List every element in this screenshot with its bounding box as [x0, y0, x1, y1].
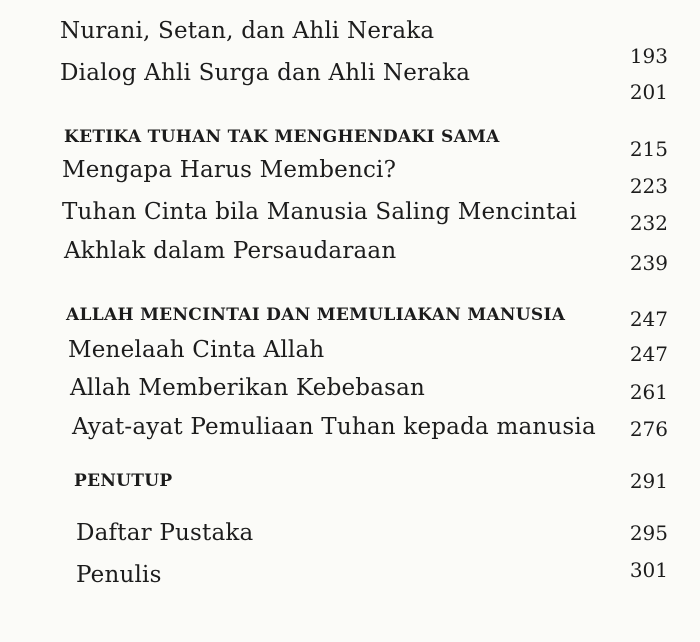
toc-entry-page: 261 [629, 380, 668, 404]
toc-entry-page: 295 [629, 521, 668, 545]
toc-entry-page: 193 [629, 44, 668, 68]
toc-entry-title: Nurani, Setan, dan Ahli Neraka [60, 18, 435, 44]
toc-entry-title: Mengapa Harus Membenci? [62, 157, 397, 183]
toc-entry-title: Tuhan Cinta bila Manusia Saling Mencintai [62, 199, 577, 225]
toc-entry-page: 291 [629, 469, 668, 493]
toc-entry-page: 215 [629, 137, 668, 161]
toc-entry-title: Akhlak dalam Persaudaraan [64, 238, 397, 264]
toc-entry-title: Menelaah Cinta Allah [68, 337, 325, 363]
toc-section-heading: ALLAH MENCINTAI DAN MEMULIAKAN MANUSIA [66, 305, 566, 325]
toc-section-heading: KETIKA TUHAN TAK MENGHENDAKI SAMA [64, 127, 500, 147]
toc-entry-page: 232 [629, 211, 668, 235]
toc-entry-title: Ayat-ayat Pemuliaan Tuhan kepada manusia [72, 414, 596, 440]
toc-entry-title: Dialog Ahli Surga dan Ahli Neraka [60, 60, 471, 86]
toc-entry-page: 247 [629, 342, 668, 366]
toc-entry-page: 201 [629, 80, 668, 104]
toc-entry-title: Daftar Pustaka [76, 520, 254, 546]
toc-entry-page: 223 [629, 174, 668, 198]
toc-entry-title: Penulis [76, 562, 162, 588]
toc-entry-title: Allah Memberikan Kebebasan [70, 375, 426, 401]
toc-section-heading: PENUTUP [74, 471, 173, 491]
toc-entry-page: 276 [629, 417, 668, 441]
toc-entry-page: 247 [629, 307, 668, 331]
toc-entry-page: 301 [629, 558, 668, 582]
toc-entry-page: 239 [629, 251, 668, 275]
